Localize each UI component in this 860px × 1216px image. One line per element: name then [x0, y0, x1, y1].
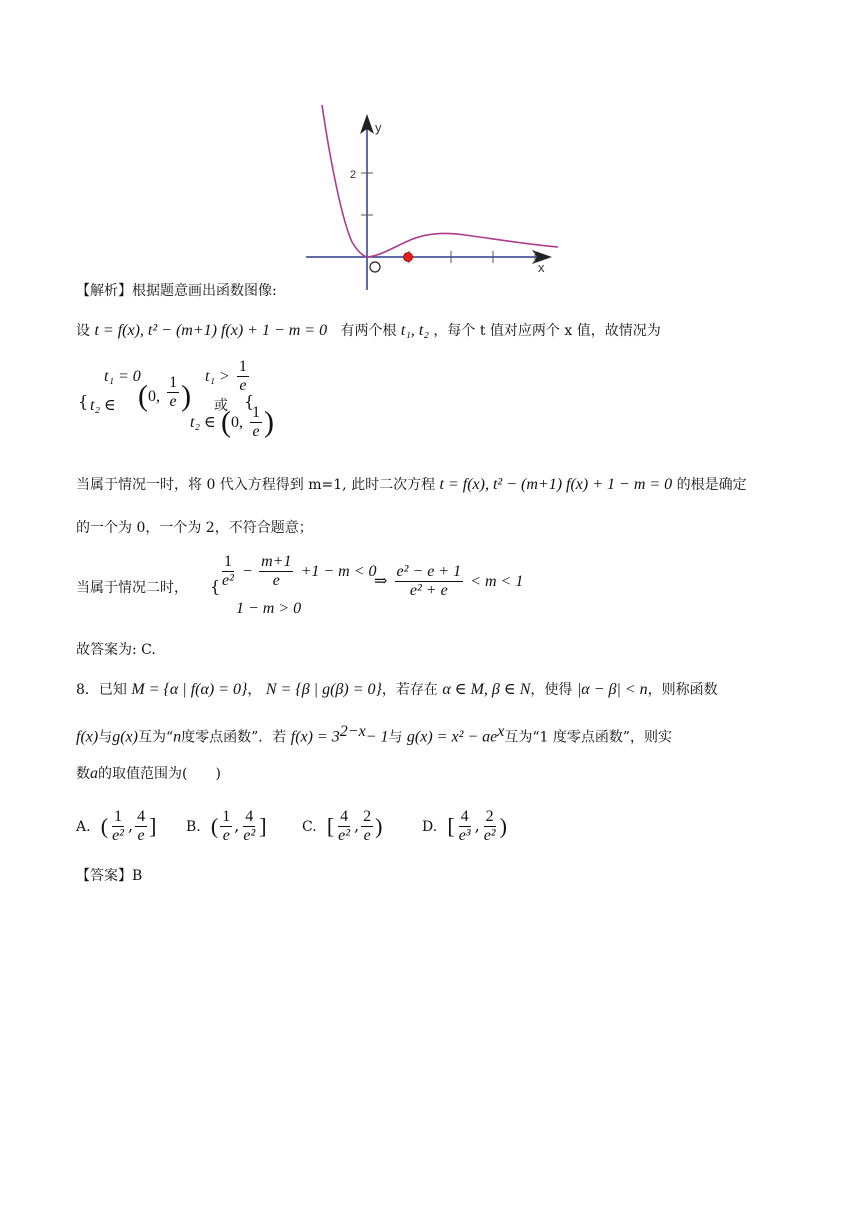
- system-line2: 1 − m > 0: [236, 600, 302, 617]
- case1-second: t₂ ∈: [90, 397, 116, 414]
- option-b[interactable]: B. ( $\frac{1}{e}$ , $\frac{4}{\text{e²}}$ ]: [186, 808, 267, 844]
- analysis-para3: 的一个为 0，一个为 2，不符合题意；: [76, 520, 313, 536]
- analysis-answer: 故答案为: C.: [76, 642, 156, 658]
- analysis-line1: [76, 321, 661, 341]
- option-d[interactable]: D. [ $\frac{4}{\text{e³}}$ , $\frac{2}{\text{e²}}$ ): [422, 808, 507, 844]
- function-graph: [300, 100, 570, 295]
- q8-answer: 【答案】B: [76, 868, 143, 884]
- case1-interval: (0, $\frac{1}{e}$ ): [138, 374, 192, 413]
- q8-line3: 数a的取值范围为( ): [76, 765, 221, 782]
- case2-second: t₂ ∈ (0, $\frac{1}{e}$ ): [190, 404, 275, 440]
- case1-first: t₁ = 0: [104, 368, 141, 385]
- root-point: [404, 253, 413, 262]
- system-line1: $\frac{1}{\text{e²}}$ − $\frac{m+1}{e}$ +1 − m < 0: [222, 553, 377, 589]
- analysis-para2: 当属于情况一时，将 0 代入方程得到 m=1, 此时二次方程 t = f(x), t² − (m+1) f(x) + 1 − m = 0 的根是确定: [76, 476, 747, 493]
- case1-brace: {: [78, 392, 89, 411]
- origin-marker: [370, 262, 380, 272]
- q8-M-def: M = {α | f(α) = 0}: [131, 681, 248, 698]
- q8-N-def: N = {β | g(β) = 0}: [265, 681, 382, 698]
- option-c[interactable]: C. [ $\frac{4}{\text{e²}}$ , $\frac{2}{e}$ ): [302, 808, 383, 844]
- system-brace: {: [210, 577, 221, 596]
- or-text: 或: [214, 398, 228, 414]
- analysis-para4: 当属于情况二时，: [76, 580, 188, 596]
- q8-line1: 8．已知 M = {α | f(α) = 0}， N = {β | g(β) = 0}，若存在 α ∈ M, β ∈ N，使得 |α − β| < n，则称函数: [76, 681, 718, 698]
- para2-equation: t = f(x), t² − (m+1) f(x) + 1 − m = 0: [439, 476, 673, 493]
- x-axis-label: x: [538, 260, 545, 275]
- analysis-heading: 【解析】根据题意画出函数图像:: [76, 283, 277, 299]
- line1-roots: t₁, t₂: [400, 322, 429, 339]
- q8-line2: f(x)与g(x)互为“n度零点函数”．若 $f(x) = 3^{2-x}- 1$与 $g(x) = x^2 - ae^x$互为“1 度零点函数”，则实: [76, 723, 673, 746]
- y-tick-label: 2: [350, 169, 357, 181]
- line1-equation: t = f(x), t² − (m+1) f(x) + 1 − m = 0: [94, 322, 328, 339]
- option-a[interactable]: A. ( $\frac{1}{\text{e²}}$ , $\frac{4}{e}$ ]: [76, 808, 157, 844]
- function-curve: [322, 105, 558, 257]
- system-result: ⇒ $\frac{\text{e² − e + 1}}{\text{e² + e}}$ < m < 1: [374, 563, 524, 599]
- line1-post: ，每个 t 值对应两个 x 值，故情况为: [433, 323, 661, 339]
- line1-pre: 设: [76, 323, 90, 339]
- case2-first: t₁ > $\frac{1}{e}$: [205, 358, 247, 394]
- line1-text: 有两个根: [340, 323, 397, 339]
- case2-brace: {: [244, 392, 255, 411]
- y-axis-label: y: [375, 120, 382, 135]
